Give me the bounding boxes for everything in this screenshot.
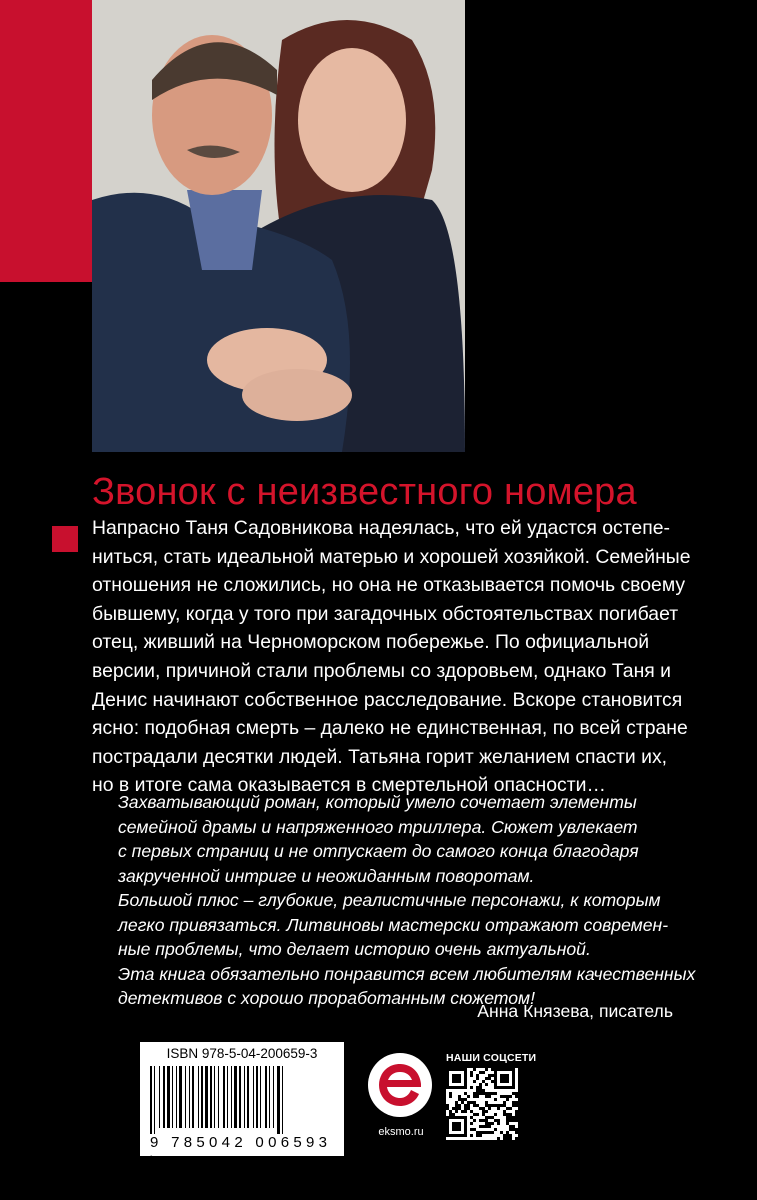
book-title: Звонок с неизвестного номера	[92, 471, 637, 513]
review-line: легко привязаться. Литвиновы мастерски отражают современ-	[118, 914, 669, 935]
synopsis-line: Денис начинают собственное расследование. Вскоре становится	[92, 688, 683, 711]
synopsis-line: Напрасно Таня Садовникова надеялась, что ей удастся остепе-	[92, 517, 670, 539]
barcode-digits: 9 785042 006593 >	[150, 1134, 332, 1168]
isbn-barcode	[140, 1042, 344, 1168]
review-line: с первых страниц и не отпускает до самого конца благодаря	[118, 841, 639, 861]
synopsis-line: ниться, стать идеальной матерью и хорошей хозяйкой. Семейные	[92, 545, 691, 568]
synopsis-line: отец, живший на Черноморском побережье. По официальной	[92, 631, 650, 654]
review-author: Анна Князева, писатель	[477, 1001, 673, 1021]
publisher-site[interactable]: eksmo.ru	[378, 1126, 424, 1138]
barcode-icon	[146, 1066, 338, 1134]
synopsis-line: версии, причиной стали проблемы со здоровьем, однако Таня и	[92, 659, 672, 682]
qr-code-icon[interactable]	[446, 1068, 518, 1140]
review-quote	[118, 790, 696, 1011]
synopsis-line: пострадали десятки людей. Татьяна горит желанием спасти их,	[92, 745, 668, 768]
review-line: ные проблемы, что делает историю очень актуальной.	[118, 939, 591, 959]
synopsis-line: но в итоге сама оказывается в смертельной опасности…	[92, 774, 606, 797]
review-line: детективов с хорошо проработанным сюжетом!	[118, 988, 535, 1008]
synopsis-line: ясно: подобная смерть – далеко не единственная, по всей стране	[92, 717, 688, 740]
synopsis	[92, 514, 692, 800]
authors-photo	[92, 0, 465, 452]
paragraph-marker	[52, 526, 78, 552]
social-label: НАШИ СОЦСЕТИ	[446, 1052, 537, 1064]
synopsis-line: бывшему, когда у того при загадочных обстоятельствах погибает	[92, 602, 679, 625]
review-line: Большой плюс – глубокие, реалистичные персонажи, к которым	[118, 890, 661, 910]
review-line: закрученной интриге и неожиданным поворотам.	[118, 865, 535, 886]
review-line: Захватывающий роман, который умело сочетает элементы	[118, 792, 637, 812]
review-line: Эта книга обязательно понравится всем любителям качественных	[118, 963, 696, 984]
review-line: семейной драмы и напряженного триллера. Сюжет увлекает	[118, 816, 638, 837]
synopsis-line: отношения не сложились, но она не отказывается помочь своему	[92, 574, 686, 597]
red-accent-band	[0, 0, 92, 282]
isbn-label: ISBN 978-5-04-200659-3	[166, 1046, 318, 1061]
eksmo-logo-icon	[367, 1052, 433, 1118]
